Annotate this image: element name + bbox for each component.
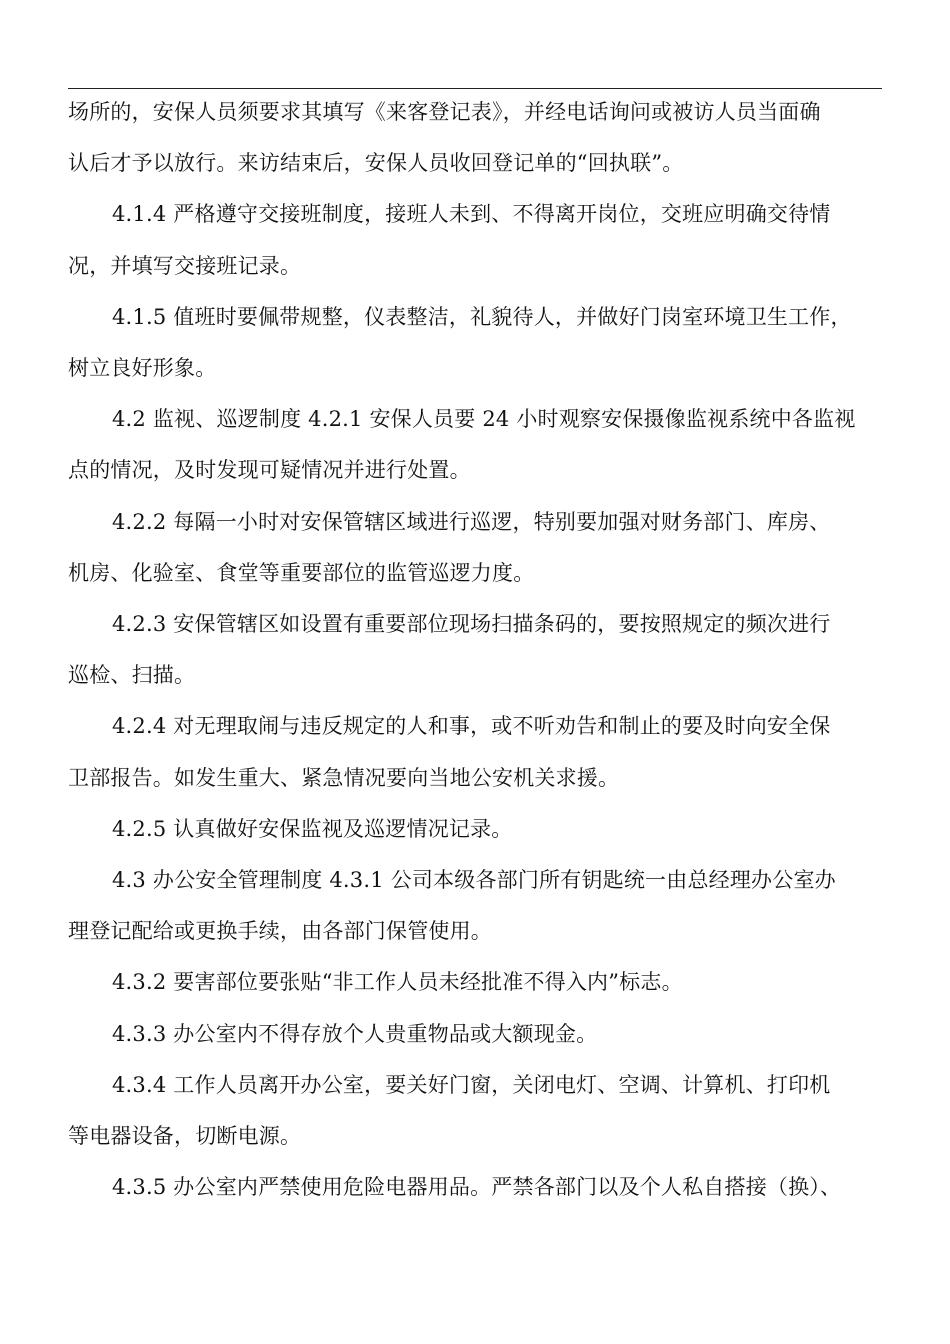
text-line: 理登记配给或更换手续，由各部门保管使用。 [68,919,492,944]
text-line: 4.3.4 工作人员离开办公室，要关好门窗，关闭电灯、空调、计算机、打印机 [112,1072,831,1097]
text-line: 4.2.4 对无理取闹与违反规定的人和事，或不听劝告和制止的要及时向安全保 [112,714,831,739]
text-line: 机房、化验室、食堂等重要部位的监管巡逻力度。 [68,560,535,585]
text-line: 4.3.5 办公室内严禁使用危险电器用品。严禁各部门以及个人私自搭接（换）、 [112,1175,842,1200]
text-line: 4.2.3 安保管辖区如设置有重要部位现场扫描条码的，要按照规定的频次进行 [112,612,831,636]
header-rule [68,88,882,89]
text-line: 巡检、扫描。 [68,663,196,688]
text-line: 等电器设备，切断电源。 [68,1124,302,1148]
text-line: 卫部报告。如发生重大、紧急情况要向当地公安机关求援。 [68,765,620,790]
text-line: 况，并填写交接班记录。 [68,253,302,278]
text-line: 4.2.5 认真做好安保监视及巡逻情况记录。 [112,816,513,841]
text-line: 点的情况，及时发现可疑情况并进行处置。 [68,458,471,483]
text-line: 4.2 监视、巡逻制度 4.2.1 安保人员要 24 小时观察安保摄像监视系统中各监视 [112,407,856,432]
text-line: 场所的，安保人员须要求其填写《来客登记表》，并经电话询问或被访人员当面确 [68,100,821,124]
text-line: 4.3 办公安全管理制度 4.3.1 公司本级各部门所有钥匙统一由总经理办公室办 [112,868,836,892]
text-line: 认后才予以放行。来访结束后，安保人员收回登记单的“回执联”。 [68,151,684,176]
text-line: 4.2.2 每隔一小时对安保管辖区域进行巡逻，特别要加强对财务部门、库房、 [112,509,831,534]
text-line: 4.3.3 办公室内不得存放个人贵重物品或大额现金。 [112,1021,598,1046]
text-line: 4.1.4 严格遵守交接班制度，接班人未到、不得离开岗位，交班应明确交待情 [112,202,831,227]
text-line: 4.3.2 要害部位要张贴“非工作人员未经批准不得入内”标志。 [112,970,683,995]
text-line: 树立良好形象。 [68,356,217,380]
text-line: 4.1.5 值班时要佩带规整，仪表整洁，礼貌待人，并做好门岗室环境卫生工作， [112,304,852,329]
